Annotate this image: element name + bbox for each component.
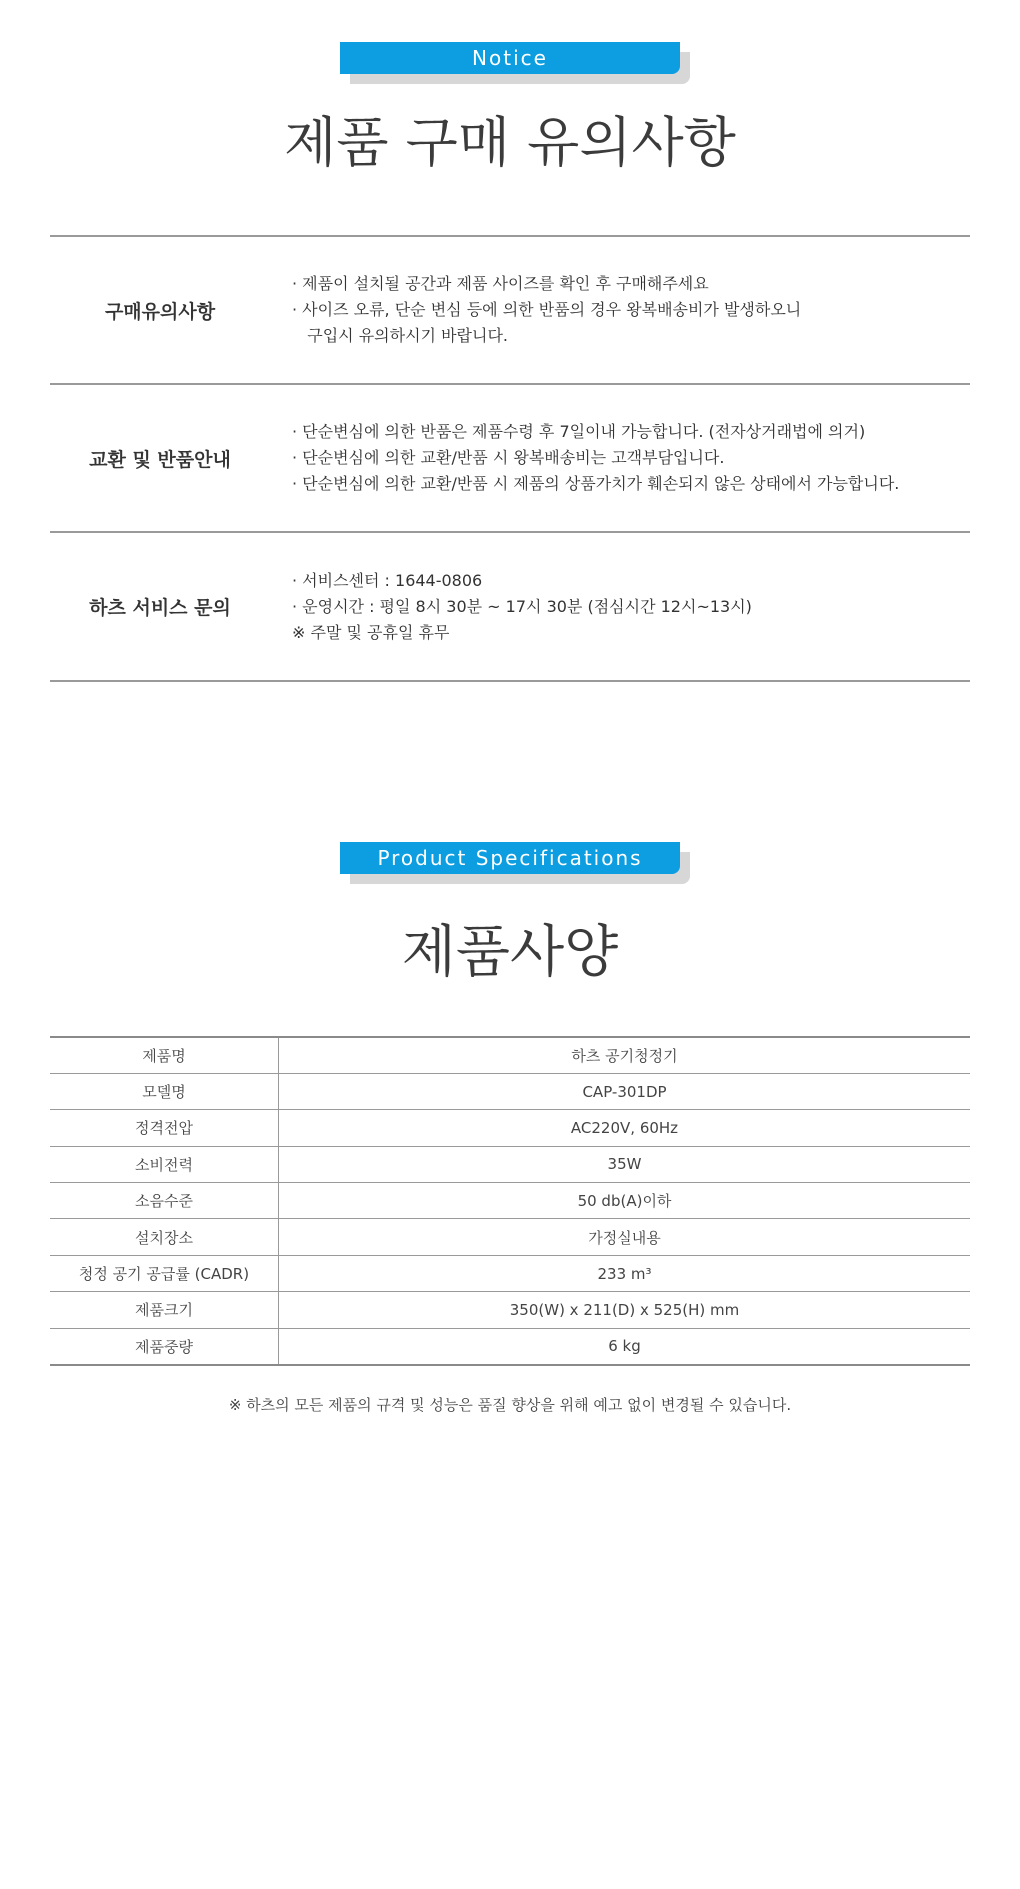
notice-badge-label: Notice [340, 42, 680, 74]
specs-badge-label: Product Specifications [340, 842, 680, 874]
spec-key: 제품명 [50, 1037, 279, 1073]
notice-line: ※ 주말 및 공휴일 휴무 [292, 622, 450, 642]
notice-line: · 단순변심에 의한 교환/반품 시 제품의 상품가치가 훼손되지 않은 상태에서 가능합니다. [292, 474, 900, 493]
notice-line: · 사이즈 오류, 단순 변심 등에 의한 반품의 경우 왕복배송비가 발생하오니 [292, 300, 802, 319]
spec-value: 가정실내용 [279, 1219, 971, 1255]
spec-value: CAP-301DP [279, 1073, 971, 1109]
spec-value: 50 db(A)이하 [279, 1183, 971, 1219]
notice-line: · 서비스센터 : 1644-0806 [292, 570, 483, 590]
table-row [50, 1110, 970, 1146]
spec-key: 정격전압 [50, 1110, 279, 1146]
table-row [50, 1292, 970, 1328]
spec-value: 350(W) x 211(D) x 525(H) mm [279, 1292, 971, 1328]
spec-key: 청정 공기 공급률 (CADR) [50, 1255, 279, 1291]
table-row [50, 1255, 970, 1291]
table-row [50, 1073, 970, 1109]
spec-key: 설치장소 [50, 1219, 279, 1255]
notice-badge [340, 42, 680, 82]
spec-key: 소비전력 [50, 1146, 279, 1182]
notice-title: 제품 구매 유의사항 [284, 111, 736, 174]
table-row [50, 1146, 970, 1182]
notice-line: · 단순변심에 의한 반품은 제품수령 후 7일이내 가능합니다. (전자상거래법에 의거) [292, 422, 866, 441]
specs-footnote: ※ 하츠의 모든 제품의 규격 및 성능은 품질 향상을 위해 예고 없이 변경될 수 있습니다. [228, 1396, 792, 1414]
notice-row [50, 235, 970, 383]
spec-value: 6 kg [279, 1328, 971, 1364]
spec-value: 35W [279, 1146, 971, 1182]
table-row [50, 1183, 970, 1219]
spec-key: 소음수준 [50, 1183, 279, 1219]
spec-key: 모델명 [50, 1073, 279, 1109]
specs-badge [340, 842, 680, 882]
notice-row-content [292, 533, 752, 680]
specs-title: 제품사양 [401, 920, 619, 985]
spec-key: 제품중량 [50, 1328, 279, 1364]
notice-row [50, 383, 970, 531]
notice-line: 구입시 유의하시기 바랍니다. [292, 326, 508, 345]
notice-line: · 운영시간 : 평일 8시 30분 ~ 17시 30분 (점심시간 12시~13시) [292, 596, 752, 616]
table-row [50, 1037, 970, 1073]
spec-key: 제품크기 [50, 1292, 279, 1328]
spec-value: AC220V, 60Hz [279, 1110, 971, 1146]
notice-row-label: 하츠 서비스 문의 [89, 597, 231, 619]
notice-line: · 단순변심에 의한 교환/반품 시 왕복배송비는 고객부담입니다. [292, 448, 725, 467]
notice-row-label: 교환 및 반품안내 [89, 448, 231, 471]
notice-row-content [292, 385, 899, 531]
notice-row-label: 구매유의사항 [104, 300, 216, 323]
notice-row [50, 531, 970, 682]
table-row [50, 1219, 970, 1255]
notice-row-content [292, 237, 801, 383]
spec-value: 233 m³ [279, 1255, 971, 1291]
notice-table [50, 235, 970, 682]
spec-table [50, 1036, 970, 1366]
table-row [50, 1328, 970, 1364]
notice-line: · 제품이 설치될 공간과 제품 사이즈를 확인 후 구매해주세요 [292, 274, 709, 293]
spec-value: 하츠 공기청정기 [279, 1037, 971, 1073]
